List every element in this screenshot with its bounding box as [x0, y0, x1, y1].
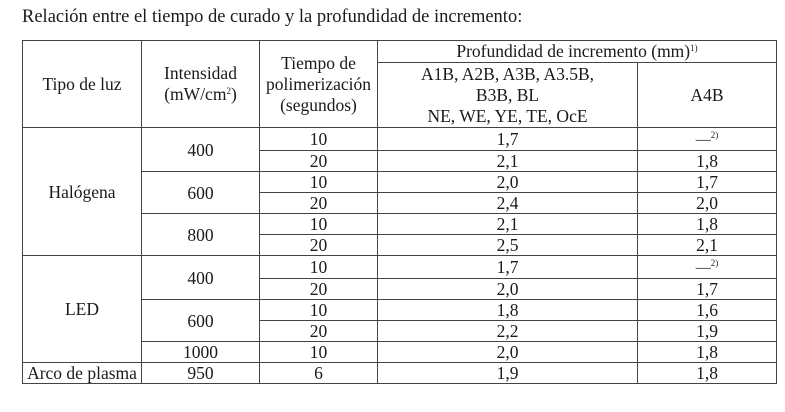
- header-intensity-unit: (mW/cm: [164, 84, 227, 104]
- intensity-cell: 600: [142, 300, 260, 342]
- header-intensity: [142, 41, 260, 128]
- time-cell: 20: [260, 193, 378, 214]
- time-cell: 10: [260, 256, 378, 279]
- time-cell: 10: [260, 342, 378, 363]
- header-depth-footnote: 1): [690, 43, 698, 53]
- depth-b-cell: 1,8: [638, 363, 777, 384]
- time-cell: 6: [260, 363, 378, 384]
- light-type-cell: Arco de plasma: [23, 363, 142, 384]
- header-cure-time: [260, 41, 378, 128]
- depth-b-cell: 1,7: [638, 172, 777, 193]
- header-intensity-unit-sup: 2: [226, 86, 231, 96]
- time-cell: 10: [260, 214, 378, 235]
- header-shades-group-a: [378, 63, 638, 128]
- header-intensity-unit-close: ): [230, 84, 237, 104]
- header-shades-a-line2: B3B, BL: [475, 84, 540, 105]
- depth-a-cell: 1,7: [378, 128, 638, 151]
- depth-a-cell: 2,2: [378, 321, 638, 342]
- depth-a-cell: 2,0: [378, 279, 638, 300]
- header-intensity-label: Intensidad: [164, 63, 237, 83]
- depth-b-cell: 1,9: [638, 321, 777, 342]
- time-cell: 20: [260, 151, 378, 172]
- depth-b-footnote: 2): [710, 258, 719, 268]
- curing-depth-table: [22, 40, 777, 384]
- light-type-cell: Halógena: [23, 128, 142, 256]
- table-row: [23, 363, 777, 384]
- depth-b-dash: —: [695, 132, 711, 148]
- depth-a-cell: 2,0: [378, 172, 638, 193]
- time-cell: 20: [260, 279, 378, 300]
- intensity-cell: 600: [142, 172, 260, 214]
- depth-b-footnote: 2): [710, 130, 719, 140]
- time-cell: 20: [260, 321, 378, 342]
- header-depth: [378, 41, 777, 63]
- depth-a-cell: 2,5: [378, 235, 638, 256]
- header-depth-label: Profundidad de incremento (mm): [456, 41, 691, 61]
- header-cure-time-line1: Tiempo de: [281, 52, 356, 73]
- table-caption: Relación entre el tiempo de curado y la profundidad de incremento:: [22, 7, 523, 27]
- light-type-cell: LED: [23, 256, 142, 363]
- intensity-cell: 400: [142, 256, 260, 300]
- depth-b-cell: 1,7: [638, 279, 777, 300]
- depth-b-cell: [638, 128, 777, 151]
- header-light-type: Tipo de luz: [23, 41, 142, 128]
- time-cell: 10: [260, 128, 378, 151]
- depth-a-cell: 2,1: [378, 151, 638, 172]
- table-body: [23, 128, 777, 384]
- depth-b-cell: 1,8: [638, 151, 777, 172]
- depth-b-cell: 1,8: [638, 214, 777, 235]
- header-shades-group-b: A4B: [638, 63, 777, 128]
- intensity-cell: 400: [142, 128, 260, 172]
- intensity-cell: 800: [142, 214, 260, 256]
- time-cell: 10: [260, 300, 378, 321]
- depth-a-cell: 2,1: [378, 214, 638, 235]
- header-shades-a-line1: A1B, A2B, A3B, A3.5B,: [420, 63, 595, 84]
- table-row: [23, 256, 777, 279]
- depth-b-cell: 2,1: [638, 235, 777, 256]
- depth-b-cell: 1,8: [638, 342, 777, 363]
- depth-b-cell: 1,6: [638, 300, 777, 321]
- depth-a-cell: 2,4: [378, 193, 638, 214]
- intensity-cell: 1000: [142, 342, 260, 363]
- header-shades-a-line3: NE, WE, YE, TE, OcE: [427, 105, 588, 126]
- header-cure-time-line3: (segundos): [280, 94, 357, 115]
- depth-a-cell: 1,9: [378, 363, 638, 384]
- depth-a-cell: 2,0: [378, 342, 638, 363]
- time-cell: 10: [260, 172, 378, 193]
- depth-b-dash: —: [695, 260, 711, 276]
- depth-a-cell: 1,8: [378, 300, 638, 321]
- table-header: [23, 41, 777, 128]
- time-cell: 20: [260, 235, 378, 256]
- depth-b-cell: 2,0: [638, 193, 777, 214]
- depth-b-cell: [638, 256, 777, 279]
- depth-a-cell: 1,7: [378, 256, 638, 279]
- header-cure-time-line2: polimerización: [266, 73, 371, 94]
- table-row: [23, 128, 777, 151]
- intensity-cell: 950: [142, 363, 260, 384]
